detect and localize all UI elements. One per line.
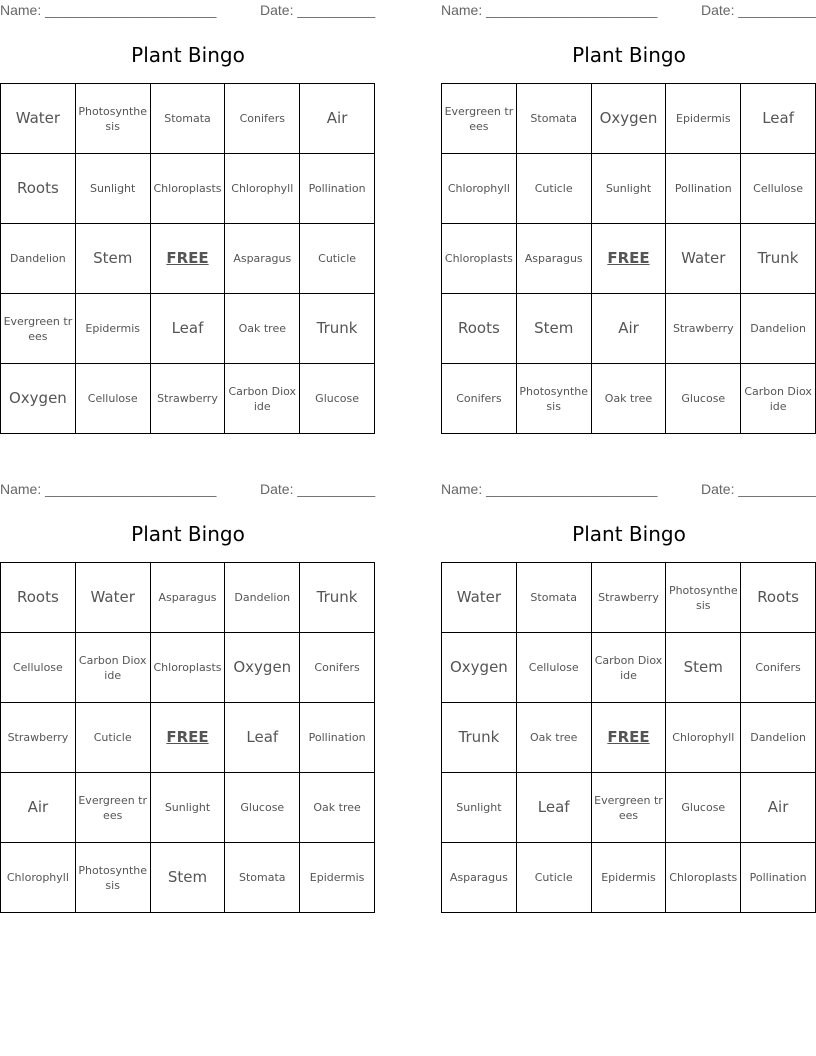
bingo-cell: Cuticle [300, 224, 375, 294]
bingo-cell: Leaf [741, 84, 816, 154]
name-field: Name: ______________________ [0, 481, 217, 497]
bingo-cell: Stem [76, 224, 151, 294]
bingo-grid [441, 83, 816, 434]
bingo-cell: Sunlight [151, 773, 226, 843]
bingo-cell: Cuticle [517, 154, 592, 224]
bingo-cell: Oxygen [1, 364, 76, 434]
bingo-cell: Evergreen trees [442, 84, 517, 154]
bingo-cell: Air [741, 773, 816, 843]
free-space-cell: FREE [592, 224, 667, 294]
bingo-cell: Carbon Dioxide [741, 364, 816, 434]
name-field: Name: ______________________ [0, 2, 217, 18]
bingo-cell: Sunlight [76, 154, 151, 224]
bingo-cell: Strawberry [666, 294, 741, 364]
bingo-cell: Cellulose [76, 364, 151, 434]
bingo-cell: Strawberry [151, 364, 226, 434]
bingo-cell: Cellulose [1, 633, 76, 703]
bingo-cell: Stomata [151, 84, 226, 154]
bingo-cell: Evergreen trees [1, 294, 76, 364]
bingo-cell: Water [666, 224, 741, 294]
bingo-cell: Pollination [741, 843, 816, 913]
bingo-cell: Asparagus [151, 563, 226, 633]
free-space-cell: FREE [592, 703, 667, 773]
bingo-cell: Conifers [300, 633, 375, 703]
name-field: Name: ______________________ [441, 2, 658, 18]
card-header [441, 0, 816, 22]
bingo-cell: Stem [151, 843, 226, 913]
bingo-cell: Glucose [666, 773, 741, 843]
bingo-cell: Conifers [741, 633, 816, 703]
bingo-cell: Stem [517, 294, 592, 364]
bingo-cell: Pollination [300, 703, 375, 773]
bingo-grid [441, 562, 816, 913]
card-header [0, 0, 376, 22]
bingo-cell: Roots [741, 563, 816, 633]
bingo-cell: Cellulose [741, 154, 816, 224]
bingo-cell: Oxygen [225, 633, 300, 703]
bingo-cell: Air [300, 84, 375, 154]
bingo-cell: Photosynthesis [666, 563, 741, 633]
bingo-cell: Epidermis [592, 843, 667, 913]
bingo-cell: Trunk [300, 294, 375, 364]
bingo-cell: Air [592, 294, 667, 364]
bingo-cell: Stem [666, 633, 741, 703]
bingo-cell: Leaf [517, 773, 592, 843]
bingo-cell: Epidermis [300, 843, 375, 913]
bingo-cell: Strawberry [592, 563, 667, 633]
card-title: Plant Bingo [572, 522, 686, 546]
bingo-cell: Oak tree [517, 703, 592, 773]
bingo-cell: Glucose [225, 773, 300, 843]
date-field: Date: __________ [260, 2, 376, 18]
bingo-cell: Cuticle [76, 703, 151, 773]
bingo-cell: Carbon Dioxide [76, 633, 151, 703]
date-field: Date: __________ [701, 481, 816, 497]
bingo-cell: Chloroplasts [442, 224, 517, 294]
bingo-cell: Asparagus [442, 843, 517, 913]
bingo-cell: Trunk [741, 224, 816, 294]
bingo-cell: Dandelion [741, 703, 816, 773]
bingo-cell: Stomata [517, 84, 592, 154]
bingo-grid [0, 562, 375, 913]
bingo-cell: Chloroplasts [151, 154, 226, 224]
bingo-cell: Conifers [225, 84, 300, 154]
bingo-cell: Dandelion [225, 563, 300, 633]
bingo-cell: Roots [1, 154, 76, 224]
bingo-cell: Epidermis [666, 84, 741, 154]
bingo-cell: Asparagus [225, 224, 300, 294]
bingo-cell: Photosynthesis [76, 84, 151, 154]
free-space-cell: FREE [151, 224, 226, 294]
bingo-cell: Strawberry [1, 703, 76, 773]
bingo-cell: Water [442, 563, 517, 633]
bingo-cell: Sunlight [592, 154, 667, 224]
bingo-cell: Carbon Dioxide [225, 364, 300, 434]
bingo-cell: Chloroplasts [666, 843, 741, 913]
card-header [441, 479, 816, 501]
bingo-cell: Chlorophyll [442, 154, 517, 224]
card-title: Plant Bingo [572, 43, 686, 67]
bingo-cell: Cellulose [517, 633, 592, 703]
bingo-cell: Chlorophyll [225, 154, 300, 224]
bingo-cell: Chlorophyll [666, 703, 741, 773]
bingo-cell: Photosynthesis [517, 364, 592, 434]
bingo-cell: Dandelion [1, 224, 76, 294]
card-title: Plant Bingo [131, 522, 245, 546]
bingo-cell: Chloroplasts [151, 633, 226, 703]
bingo-cell: Air [1, 773, 76, 843]
bingo-cell: Pollination [666, 154, 741, 224]
bingo-cell: Oxygen [592, 84, 667, 154]
date-field: Date: __________ [701, 2, 816, 18]
bingo-cell: Oak tree [225, 294, 300, 364]
bingo-cell: Pollination [300, 154, 375, 224]
card-title: Plant Bingo [131, 43, 245, 67]
bingo-cell: Sunlight [442, 773, 517, 843]
bingo-cell: Epidermis [76, 294, 151, 364]
bingo-cell: Glucose [300, 364, 375, 434]
bingo-cell: Oxygen [442, 633, 517, 703]
bingo-cell: Cuticle [517, 843, 592, 913]
bingo-cell: Evergreen trees [592, 773, 667, 843]
bingo-cell: Evergreen trees [76, 773, 151, 843]
bingo-cell: Conifers [442, 364, 517, 434]
bingo-cell: Roots [442, 294, 517, 364]
bingo-cell: Carbon Dioxide [592, 633, 667, 703]
bingo-cell: Dandelion [741, 294, 816, 364]
bingo-cell: Trunk [442, 703, 517, 773]
date-field: Date: __________ [260, 481, 376, 497]
bingo-cell: Asparagus [517, 224, 592, 294]
bingo-cell: Trunk [300, 563, 375, 633]
bingo-cell: Water [1, 84, 76, 154]
bingo-cell: Photosynthesis [76, 843, 151, 913]
bingo-cell: Water [76, 563, 151, 633]
card-header [0, 479, 376, 501]
bingo-cell: Leaf [151, 294, 226, 364]
bingo-cell: Stomata [225, 843, 300, 913]
bingo-cell: Stomata [517, 563, 592, 633]
bingo-cell: Chlorophyll [1, 843, 76, 913]
bingo-cell: Oak tree [592, 364, 667, 434]
bingo-cell: Leaf [225, 703, 300, 773]
bingo-cell: Roots [1, 563, 76, 633]
free-space-cell: FREE [151, 703, 226, 773]
bingo-cell: Oak tree [300, 773, 375, 843]
bingo-cell: Glucose [666, 364, 741, 434]
name-field: Name: ______________________ [441, 481, 658, 497]
bingo-grid [0, 83, 375, 434]
